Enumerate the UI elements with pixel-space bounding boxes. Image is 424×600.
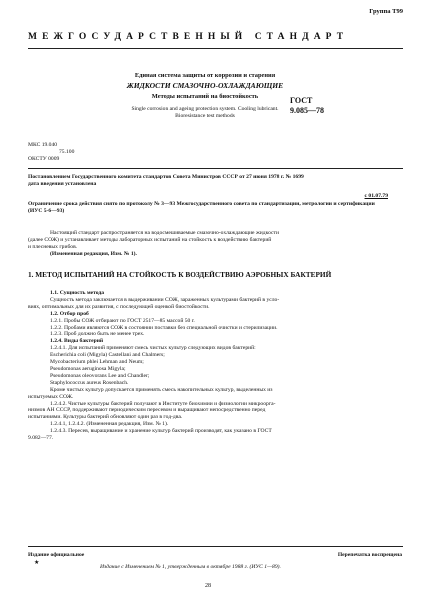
body-line: 1.1. Сущность метода <box>50 290 105 296</box>
section-1-body <box>28 290 388 442</box>
codes-rule <box>28 168 403 169</box>
scope-edition-note: (Измененная редакция, Изм. № 1). <box>50 251 137 257</box>
standard-type-header: МЕЖГОСУДАРСТВЕННЫЙ СТАНДАРТ <box>28 32 349 42</box>
body-line: Pseudomonas oleovorans Lee and Chandler; <box>50 372 150 379</box>
title-english-2: Bioresistance test methods <box>175 113 235 119</box>
body-line: 1.2.4. Виды бактерий <box>50 338 104 345</box>
gost-number: 9.085—78 <box>290 106 324 115</box>
header-rule <box>28 48 403 49</box>
body-line: 1.2.1. Пробы СОЖ отбирают по ГОСТ 2517—85 массой 50 г. <box>50 317 195 324</box>
intro-date: с 01.07.79 <box>364 193 388 199</box>
code-okstu: ОКСТУ 0009 <box>28 156 60 162</box>
body-line: испытуемых СОЖ. <box>28 393 74 400</box>
scope-paragraph <box>28 230 388 258</box>
body-line: 1.2.3. Проб должно быть не менее трех. <box>50 331 145 338</box>
star-mark: ★ <box>34 560 40 566</box>
body-line: Escherichia coli (Migyla) Castellani and Chalmers; <box>50 352 165 359</box>
intro-date-label: дата введения установлена <box>28 181 97 187</box>
title-english-1: Single corrosion and ageing protection system. Cooling lubricant. <box>131 106 279 112</box>
body-line: Pseudomonas aeruginosa Migyla; <box>50 365 126 372</box>
gost-label: ГОСТ <box>290 96 313 105</box>
scope-line-3: и плесневых грибов. <box>28 244 78 250</box>
title-system: Единая система защиты от коррозии и старения <box>134 72 276 79</box>
footer-rule <box>28 546 403 547</box>
body-line: 1.2.2. Пробами являются СОЖ в состоянии поставки без специальной очистки и стерилизации. <box>50 324 278 331</box>
body-line: испытаниями. Культуры бактерий обновляют один раз в год-два. <box>28 414 183 421</box>
body-line: 1.2. Отбор проб <box>50 310 89 317</box>
body-line: виях, оптимальных для их развития, с последующей оценкой биостойкости. <box>28 303 210 310</box>
classification-codes <box>28 142 74 163</box>
code-mks-2: 75.100 <box>59 149 75 155</box>
footer-official-edition: Издание официальное <box>28 552 85 558</box>
body-line: Mycobacterium phlei Lehman and Neum; <box>50 359 144 366</box>
body-line: Сущность метода заключается в выдерживании СОЖ, зараженных культурами бактерий в усло- <box>50 296 280 303</box>
limitation-text: Ограничение срока действия снято по протоколу № 3—93 Межгосударственного совета по стандартизации, метрологии и сертификации (ИУС 5-6—93) <box>28 201 375 214</box>
scope-line-2: (далее СОЖ) и устанавливает методы лабораторных испытаний на стойкость к воздействию бактерий <box>28 237 272 243</box>
page-number: 28 <box>205 583 211 589</box>
body-line: низмов АН СССР, поддерживают периодическим пересевом и выращивают непосредственно перед <box>28 407 266 414</box>
body-line: Кроме чистых культур допускается применять смесь накопительных культур, выделенных из <box>50 386 273 393</box>
footer-reprint-prohibited: Перепечатка воспрещена <box>337 552 402 558</box>
scope-line-1: Настоящий стандарт распространяется на водосмешиваемые смазочно-охлаждающие жидкости <box>50 230 279 236</box>
title-sub: Методы испытаний на биостойкость <box>151 93 259 100</box>
body-line: 1.2.4.3. Пересев, выращивание и хранение культур бактерий производят, как указано в ГОСТ <box>50 428 272 435</box>
section-1-title: 1. МЕТОД ИСПЫТАНИЙ НА СТОЙКОСТЬ К ВОЗДЕЙСТВИЮ АЭРОБНЫХ БАКТЕРИЙ <box>28 270 332 279</box>
gost-designation <box>290 96 340 116</box>
body-line: 1.2.4.1, 1.2.4.2. (Измененная редакция, Изм. № 1). <box>50 421 169 428</box>
body-line: 1.2.4.2. Чистые культуры бактерий получают в Институте биохимии и физиологии микроорга- <box>50 400 276 407</box>
edition-note: Издание с Изменением № 1, утвержденным в октябре 1988 г. (ИУС 1—89). <box>100 564 281 570</box>
title-block <box>90 72 320 120</box>
body-line: 9.082—77. <box>28 435 54 442</box>
body-line: 1.2.4.1. Для испытаний применяют смесь чистых культур следующих видов бактерий: <box>50 345 256 352</box>
body-line: Staphylococcus aureus Rosenbach. <box>50 379 129 386</box>
group-label: Группа Т99 <box>369 8 403 15</box>
title-main: ЖИДКОСТИ СМАЗОЧНО-ОХЛАЖДАЮЩИЕ <box>126 81 284 90</box>
resolution-text: Постановлением Государственного комитета стандартов Совета Министров СССР от 27 июня 1978 г. № 1699 дата введения установлена <box>28 174 388 188</box>
code-mks: МКС 19.040 <box>28 142 58 148</box>
